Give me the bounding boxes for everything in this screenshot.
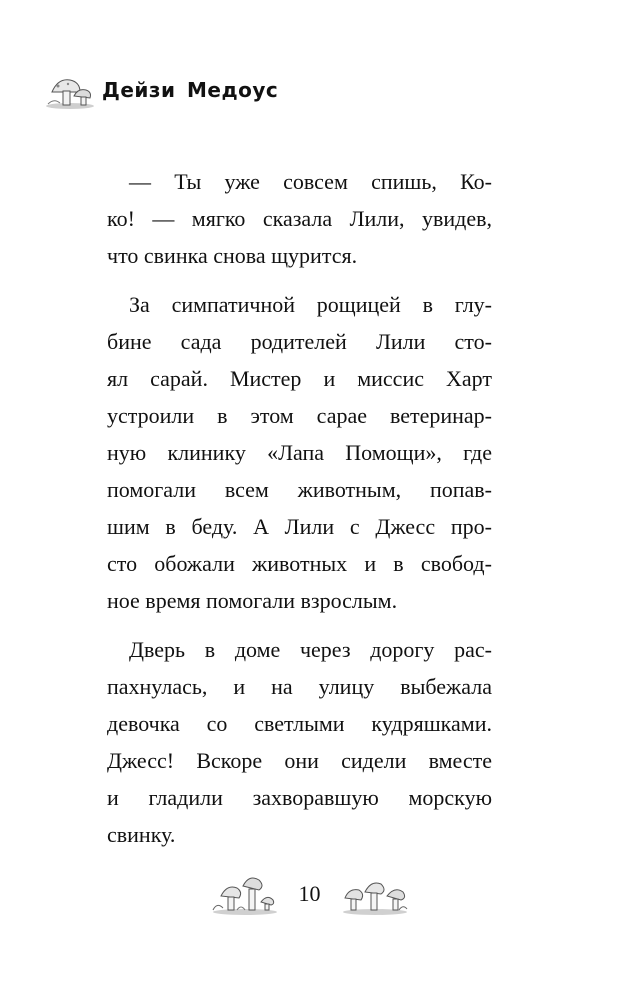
- word: сарай.: [150, 366, 208, 391]
- word: помогали: [107, 477, 197, 502]
- word: светлыми: [254, 711, 345, 736]
- word: клинику: [167, 440, 246, 465]
- word: сарае: [316, 403, 367, 428]
- word: обожали: [154, 551, 235, 576]
- word: девочка: [107, 711, 180, 736]
- word: шим: [107, 514, 150, 539]
- word: совсем: [283, 169, 348, 194]
- text-line: [107, 434, 492, 471]
- word: попав-: [429, 477, 492, 502]
- word: рощицей: [316, 292, 401, 317]
- word: про-: [450, 514, 492, 539]
- text-line: [107, 471, 492, 508]
- text-line: [107, 163, 492, 200]
- word: бине: [107, 329, 152, 354]
- text-line: [107, 742, 492, 779]
- word: дорогу: [370, 637, 435, 662]
- word: —: [152, 206, 175, 231]
- running-header: [44, 68, 278, 112]
- word: свобод-: [420, 551, 492, 576]
- word: За: [129, 292, 150, 317]
- mushroom-vignette-icon: [339, 872, 411, 916]
- word: А: [253, 514, 269, 539]
- word: миссис: [357, 366, 424, 391]
- text-line: [107, 631, 492, 668]
- word: и: [323, 366, 336, 391]
- text-line: [107, 668, 492, 705]
- word: со: [206, 711, 228, 736]
- word: доме: [234, 637, 281, 662]
- word: ял: [107, 366, 129, 391]
- word: кудряшками.: [371, 711, 492, 736]
- word: ную: [107, 440, 147, 465]
- word: в: [217, 403, 228, 428]
- word: с: [349, 514, 360, 539]
- word: сказала: [262, 206, 333, 231]
- word: и: [233, 674, 246, 699]
- word: устроили: [107, 403, 195, 428]
- word: где: [463, 440, 492, 465]
- mushroom-vignette-icon: [209, 872, 281, 916]
- word: сто-: [454, 329, 492, 354]
- word: животных: [252, 551, 348, 576]
- word: родителей: [250, 329, 347, 354]
- word: Джесс!: [107, 748, 175, 773]
- word: сто: [107, 551, 138, 576]
- word: в: [422, 292, 433, 317]
- mushroom-vignette-icon: [44, 70, 96, 110]
- author-name: Дейзи Медоус: [102, 78, 279, 102]
- text-line: [107, 360, 492, 397]
- word: захворавшую: [252, 785, 379, 810]
- word: Харт: [445, 366, 492, 391]
- word: сидели: [341, 748, 407, 773]
- word: пахнулась,: [107, 674, 208, 699]
- word: уже: [224, 169, 260, 194]
- text-line: [107, 545, 492, 582]
- word: глу-: [454, 292, 492, 317]
- text-line: [107, 397, 492, 434]
- text-line: ное время помогали взрослым.: [107, 588, 398, 613]
- word: Лили: [375, 329, 426, 354]
- text-line: [107, 779, 492, 816]
- word: Помощи»,: [345, 440, 442, 465]
- word: животным,: [297, 477, 402, 502]
- word: —: [129, 169, 151, 194]
- word: Дверь: [129, 637, 186, 662]
- word: «Лапа: [267, 440, 324, 465]
- word: в: [165, 514, 176, 539]
- word: этом: [250, 403, 294, 428]
- word: Ты: [174, 169, 202, 194]
- word: вместе: [428, 748, 492, 773]
- word: гладили: [148, 785, 223, 810]
- word: всем: [224, 477, 269, 502]
- text-line: [107, 200, 492, 237]
- text-line: [107, 323, 492, 360]
- word: рас-: [454, 637, 492, 662]
- word: на: [271, 674, 293, 699]
- word: они: [284, 748, 319, 773]
- word: морскую: [408, 785, 492, 810]
- word: Мистер: [229, 366, 302, 391]
- word: в: [393, 551, 404, 576]
- word: симпатичной: [171, 292, 296, 317]
- word: мягко: [191, 206, 246, 231]
- word: беду.: [191, 514, 238, 539]
- paragraph: [107, 163, 492, 274]
- word: Лили,: [349, 206, 405, 231]
- page-body: [107, 163, 492, 853]
- word: спишь,: [371, 169, 437, 194]
- paragraph: [107, 631, 492, 853]
- word: увидев,: [421, 206, 492, 231]
- word: Вскоре: [196, 748, 263, 773]
- word: ветеринар-: [389, 403, 492, 428]
- word: ко!: [107, 206, 135, 231]
- text-line: что свинка снова щурится.: [107, 243, 358, 268]
- word: и: [107, 785, 119, 810]
- page-number: 10: [298, 881, 321, 906]
- word: улицу: [318, 674, 375, 699]
- word: через: [299, 637, 351, 662]
- word: Лили: [284, 514, 335, 539]
- word: Ко-: [460, 169, 492, 194]
- text-line: [107, 286, 492, 323]
- text-line: свинку.: [107, 822, 176, 847]
- word: в: [204, 637, 216, 662]
- word: сада: [180, 329, 222, 354]
- word: Джесс: [375, 514, 436, 539]
- paragraph: [107, 286, 492, 619]
- word: и: [364, 551, 377, 576]
- text-line: [107, 508, 492, 545]
- text-line: [107, 705, 492, 742]
- page-footer: [0, 868, 619, 920]
- word: выбежала: [400, 674, 492, 699]
